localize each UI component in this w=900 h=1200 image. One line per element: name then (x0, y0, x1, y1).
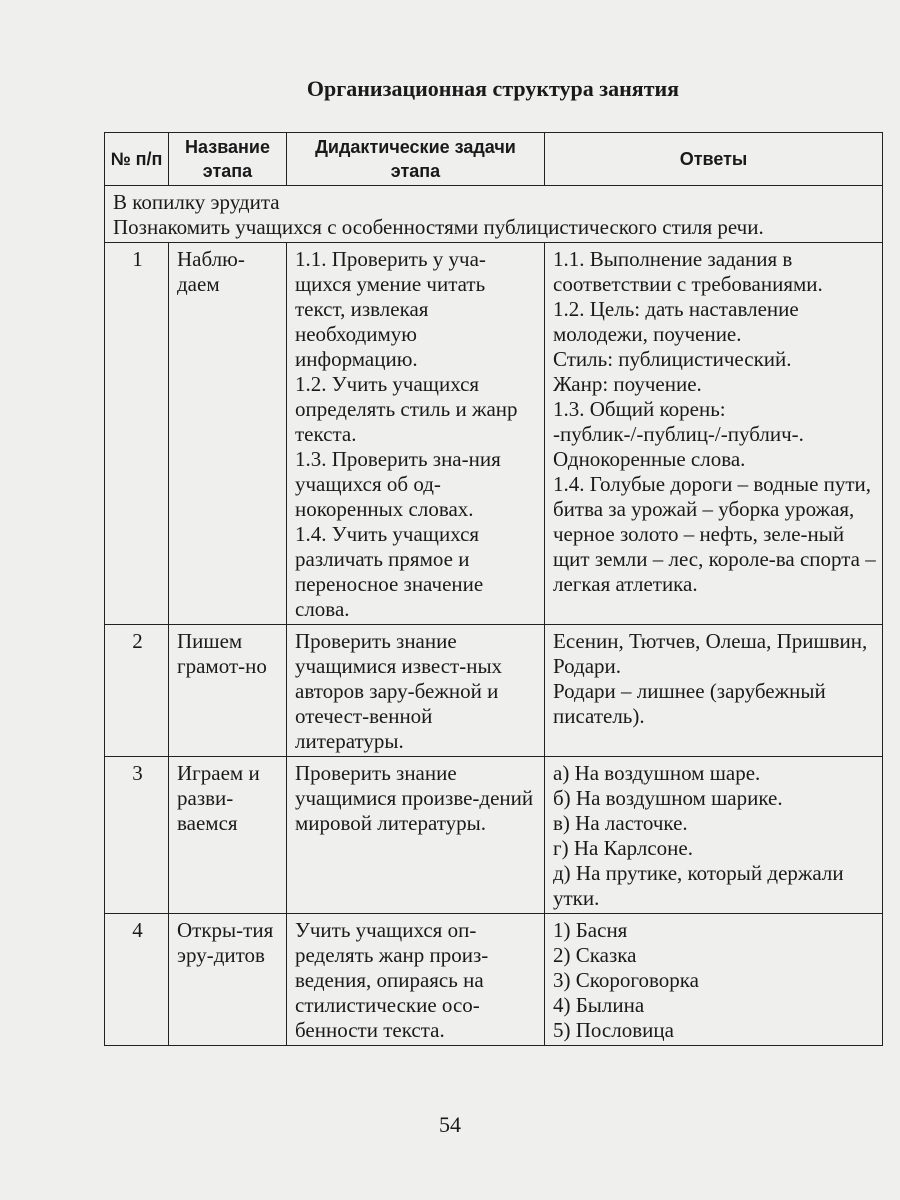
answer-item: в) На ласточке. (553, 811, 688, 835)
answer-item: Есенин, Тютчев, Олеша, Пришвин, Родари. (553, 629, 868, 678)
task-item: 1.3. Проверить зна-ния учащихся об од-нокоренных словах. (295, 447, 501, 521)
row-answers (545, 914, 883, 1046)
row-answers (545, 243, 883, 625)
row-stage: Наблю-даем (169, 243, 287, 625)
answer-item: г) На Карлсоне. (553, 836, 693, 860)
header-stage: Название этапа (169, 133, 287, 186)
answer-item: черное золото – нефть, зеле-ный щит земли – лес, короле-ва спорта – легкая атлетика. (553, 522, 876, 596)
row-tasks (287, 757, 545, 914)
row-number: 4 (105, 914, 169, 1046)
answer-item: 1.2. Цель: дать наставление молодежи, поучение. (553, 297, 799, 346)
table-row (105, 914, 883, 1046)
section-row (105, 186, 883, 243)
organization-table (104, 132, 883, 1046)
answer-item: 3) Скороговорка (553, 968, 699, 992)
table-row (105, 625, 883, 757)
section-heading: В копилку эрудита (113, 190, 280, 214)
task-item: Проверить знание учащимися извест-ных авторов зару-бежной и отечест-венной литературы. (295, 629, 503, 753)
task-item: 1.4. Учить учащихся различать прямое и переносное значение слова. (295, 522, 484, 621)
answer-item: 1) Басня (553, 918, 628, 942)
answer-item: Жанр: поучение. (553, 372, 702, 396)
answer-item: д) На прутике, который держали утки. (553, 861, 844, 910)
header-answers: Ответы (545, 133, 883, 186)
answer-item: 4) Былина (553, 993, 645, 1017)
answer-item: битва за урожай – уборка урожая, (553, 497, 855, 521)
answer-item: -публик-/-публиц-/-публич-. (553, 422, 804, 446)
answer-item: Стиль: публицистический. (553, 347, 792, 371)
answer-item: Родари – лишнее (зарубежный писатель). (553, 679, 826, 728)
task-item: Учить учащихся оп-ределять жанр произ-ведения, опираясь на стилистические осо-бенности текста. (295, 918, 489, 1042)
row-answers (545, 757, 883, 914)
row-stage: Играем и разви-ваемся (169, 757, 287, 914)
section-cell (105, 186, 883, 243)
answer-item: 1.4. Голубые дороги – водные пути, (553, 472, 872, 496)
task-item: Проверить знание учащимися произве-дений мировой литературы. (295, 761, 534, 835)
task-item: 1.1. Проверить у уча-щихся умение читать текст, извлекая необходимую информацию. (295, 247, 486, 371)
section-description: Познакомить учащихся с особенностями публицистического стиля речи. (113, 215, 764, 239)
row-number: 3 (105, 757, 169, 914)
table-row (105, 757, 883, 914)
page-number: 54 (439, 1112, 461, 1137)
table-header-row (105, 133, 883, 186)
header-tasks: Дидактические задачи этапа (287, 133, 545, 186)
answer-item: 2) Сказка (553, 943, 637, 967)
table-row (105, 243, 883, 625)
task-item: 1.2. Учить учащихся определять стиль и жанр текста. (295, 372, 518, 446)
row-answers (545, 625, 883, 757)
answer-item: Однокоренные слова. (553, 447, 746, 471)
answer-item: 5) Пословица (553, 1018, 674, 1042)
row-tasks (287, 243, 545, 625)
row-stage: Пишем грамот-но (169, 625, 287, 757)
answer-item: 1.3. Общий корень: (553, 397, 726, 421)
answer-item: б) На воздушном шарике. (553, 786, 783, 810)
row-tasks (287, 625, 545, 757)
header-number: № п/п (105, 133, 169, 186)
answer-item: 1.1. Выполнение задания в соответствии с требованиями. (553, 247, 823, 296)
row-tasks (287, 914, 545, 1046)
row-number: 1 (105, 243, 169, 625)
row-stage: Откры-тия эру-дитов (169, 914, 287, 1046)
answer-item: а) На воздушном шаре. (553, 761, 761, 785)
page-title: Организационная структура занятия (306, 76, 680, 101)
row-number: 2 (105, 625, 169, 757)
